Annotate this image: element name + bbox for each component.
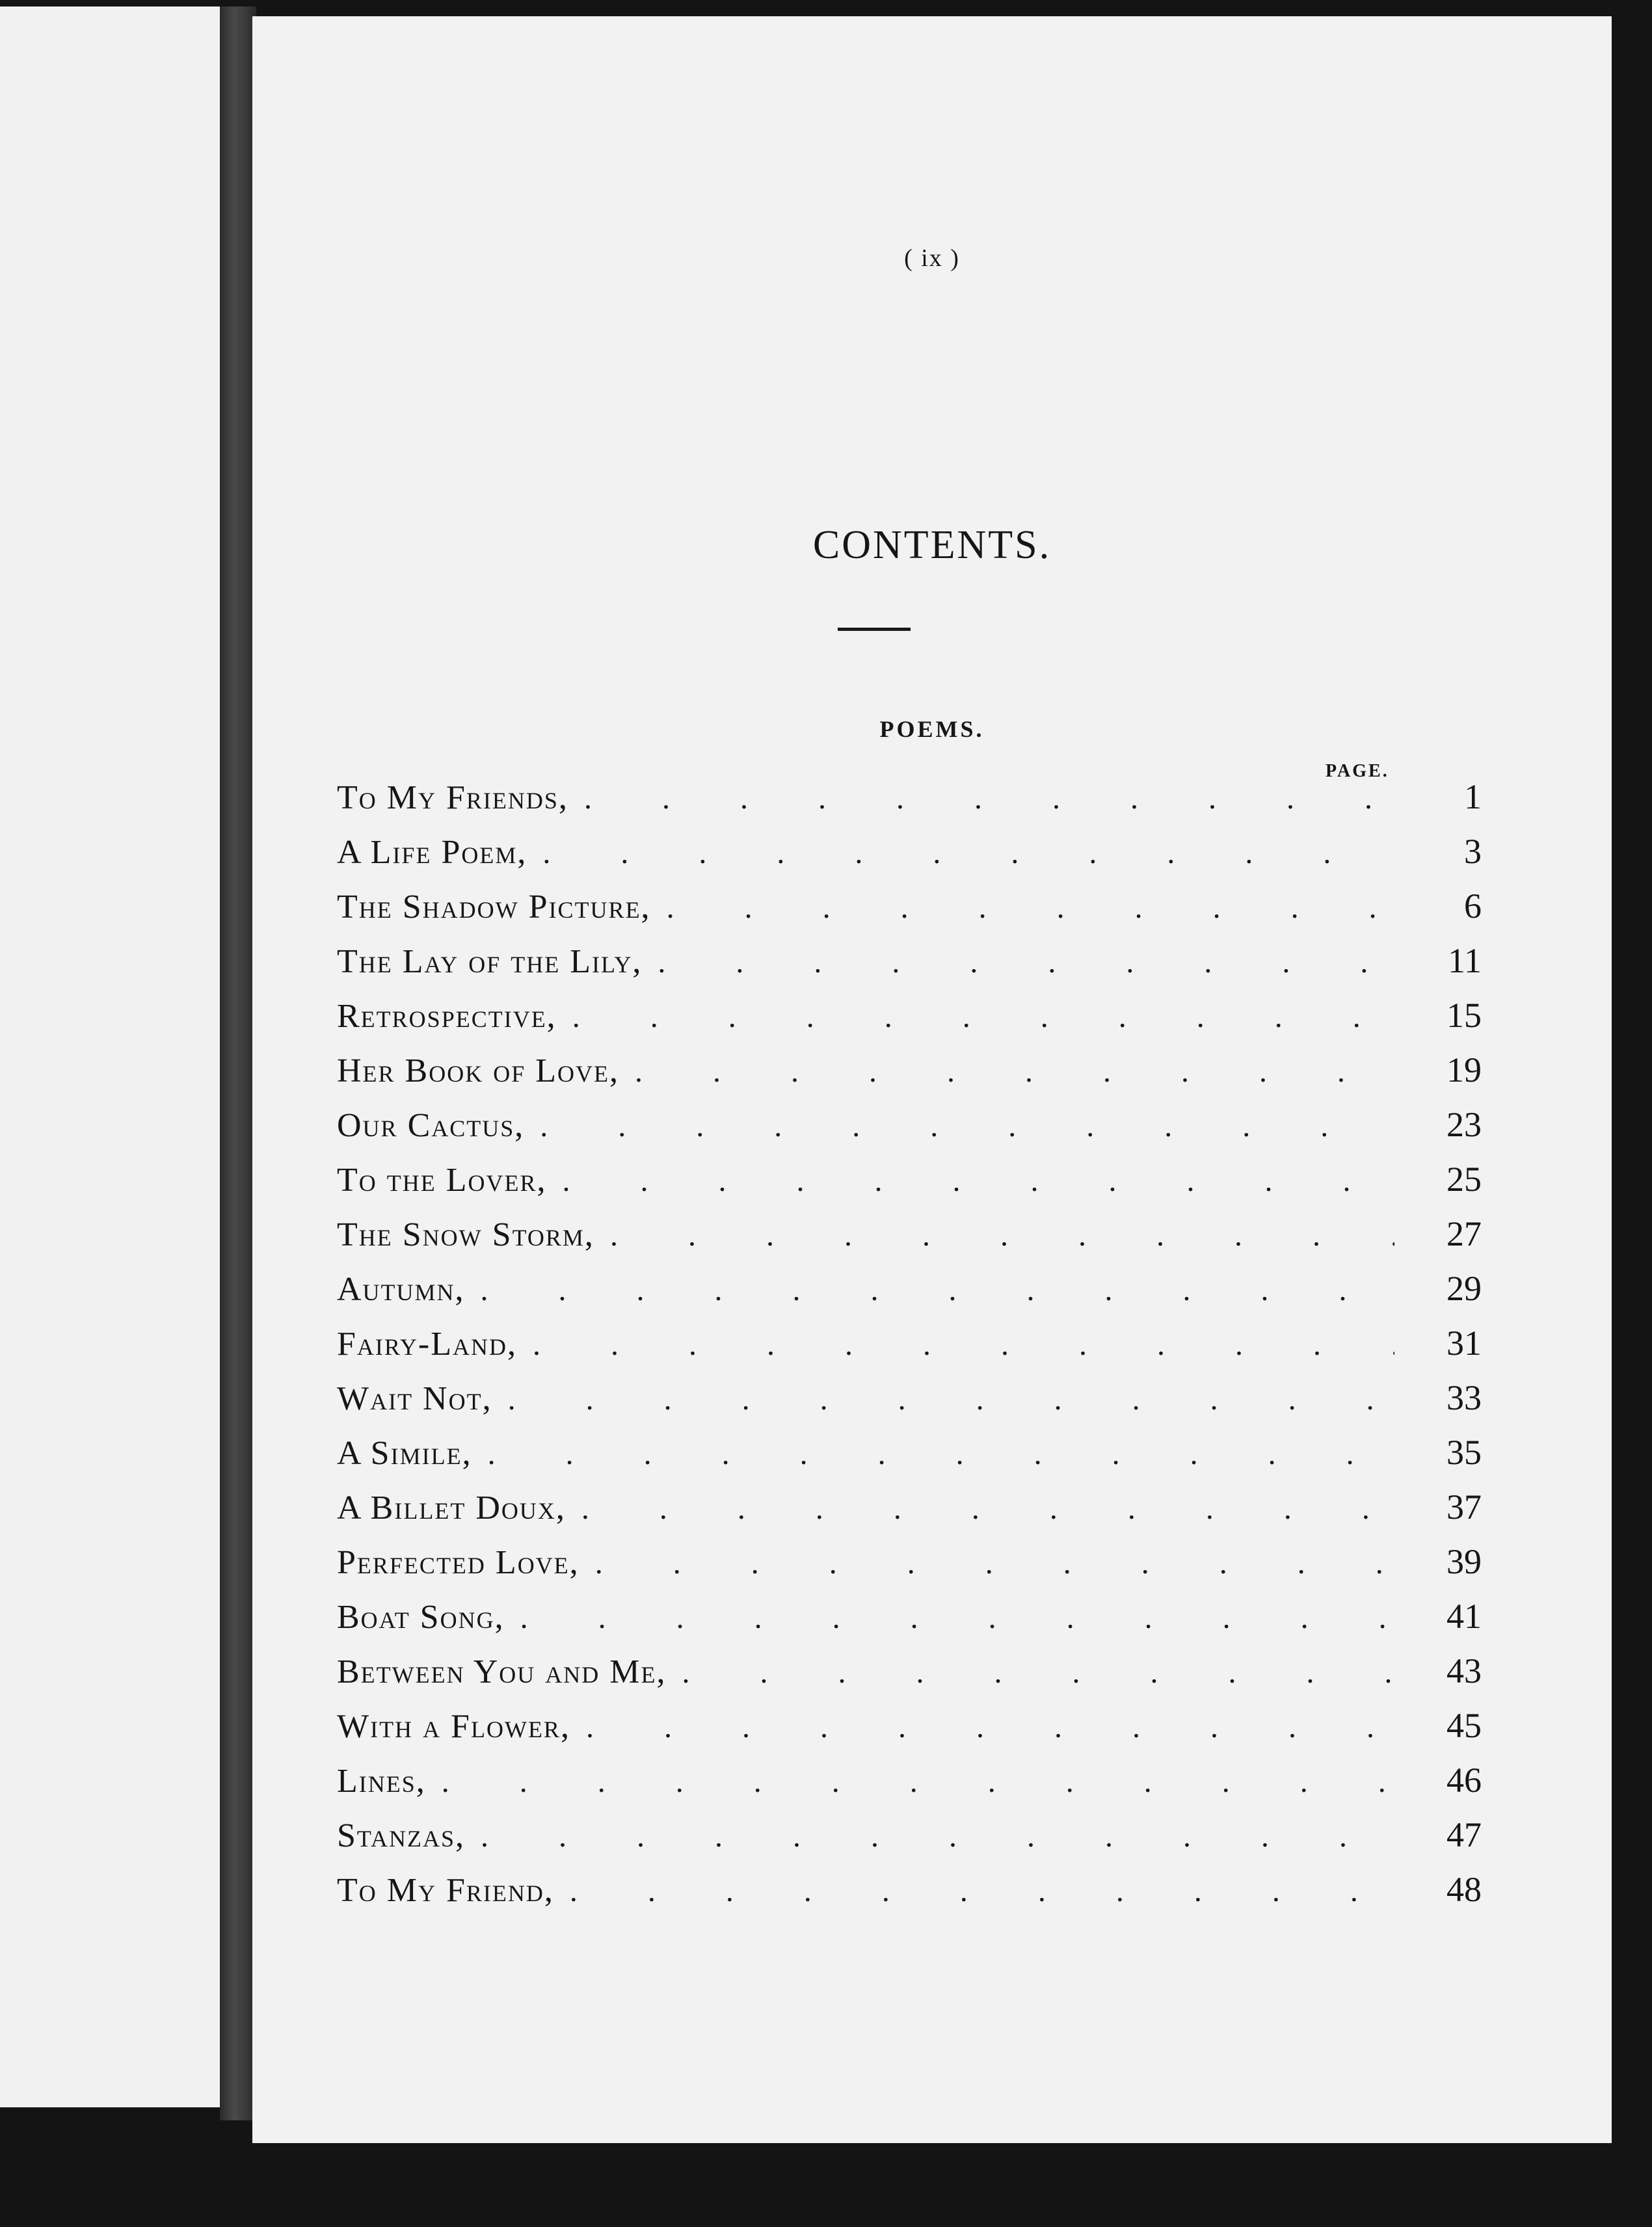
toc-entry-title: The Lay of the Lily, — [337, 943, 643, 980]
toc-entry — [337, 1043, 1482, 1097]
toc-entry-page: 23 — [1446, 1105, 1482, 1144]
dot-leader — [520, 1590, 1394, 1646]
dot-leader — [586, 1700, 1394, 1755]
toc-entry-title: A Billet Doux, — [337, 1489, 566, 1527]
toc-entry-page: 25 — [1446, 1160, 1482, 1199]
toc-entry — [337, 988, 1482, 1043]
toc-entry-page: 43 — [1446, 1651, 1482, 1690]
toc-entry-page: 35 — [1446, 1433, 1482, 1472]
toc-entry — [337, 1753, 1482, 1807]
dot-leader — [488, 1426, 1394, 1482]
toc-entry-title: With a Flower, — [337, 1708, 570, 1745]
toc-entry — [337, 1261, 1482, 1316]
toc-entry-title: To My Friend, — [337, 1872, 554, 1909]
toc-entry — [337, 769, 1482, 824]
toc-entry-title: A Life Poem, — [337, 834, 527, 871]
dot-leader — [572, 989, 1394, 1045]
dot-leader — [481, 1809, 1394, 1864]
toc-entry — [337, 1480, 1482, 1534]
toc-entry — [337, 1316, 1482, 1370]
toc-entry-title: Boat Song, — [337, 1599, 505, 1636]
toc-entry-page: 48 — [1446, 1870, 1482, 1909]
table-of-contents — [337, 751, 1482, 1917]
toc-entry — [337, 933, 1482, 988]
dot-leader — [581, 1481, 1394, 1536]
toc-entry-title: A Simile, — [337, 1435, 472, 1472]
dot-leader — [442, 1754, 1394, 1809]
toc-entry — [337, 1370, 1482, 1425]
toc-entry-title: Lines, — [337, 1763, 426, 1800]
toc-entry — [337, 1589, 1482, 1644]
dot-leader — [540, 1099, 1394, 1154]
toc-entry-title: To the Lover, — [337, 1162, 547, 1199]
book-page — [252, 16, 1612, 2143]
toc-entry-page: 19 — [1446, 1050, 1482, 1089]
toc-entry — [337, 1698, 1482, 1753]
toc-entry — [337, 1097, 1482, 1152]
dot-leader — [508, 1372, 1394, 1427]
toc-entry-page: 6 — [1464, 887, 1482, 926]
dot-leader — [570, 1863, 1394, 1919]
book-gutter — [220, 7, 256, 2120]
toc-entry-page: 39 — [1446, 1542, 1482, 1581]
toc-entry-title: Wait Not, — [337, 1380, 492, 1417]
toc-entry-title: Perfected Love, — [337, 1544, 580, 1581]
toc-entry-title: To My Friends, — [337, 779, 568, 816]
toc-entry-page: 33 — [1446, 1378, 1482, 1417]
toc-entry — [337, 1152, 1482, 1207]
toc-entry-page: 47 — [1446, 1815, 1482, 1854]
dot-leader — [682, 1645, 1394, 1700]
page-title: CONTENTS. — [812, 523, 1052, 567]
toc-entry — [337, 1644, 1482, 1698]
dot-leader — [481, 1262, 1394, 1318]
toc-entry-page: 27 — [1446, 1214, 1482, 1253]
toc-entry-page: 37 — [1446, 1487, 1482, 1527]
facing-page — [0, 7, 226, 2107]
section-heading: POEMS. — [879, 716, 985, 742]
page-column-label: PAGE. — [1326, 761, 1389, 781]
toc-entry-page: 29 — [1446, 1269, 1482, 1308]
toc-entry-page: 31 — [1446, 1324, 1482, 1363]
toc-entry-title: Fairy-Land, — [337, 1326, 518, 1363]
dot-leader — [584, 771, 1394, 826]
toc-entry — [337, 1425, 1482, 1480]
toc-entry-title: The Snow Storm, — [337, 1216, 594, 1253]
toc-entry-title: The Shadow Picture, — [337, 888, 651, 926]
dot-leader — [667, 880, 1394, 935]
dot-leader — [533, 1317, 1394, 1372]
dot-leader — [542, 825, 1394, 881]
title-rule — [838, 628, 911, 631]
toc-entry-title: Stanzas, — [337, 1817, 466, 1854]
toc-entry-page: 1 — [1464, 777, 1482, 816]
toc-entry-page: 41 — [1446, 1597, 1482, 1636]
dot-leader — [635, 1044, 1394, 1099]
toc-entry-title: Between You and Me, — [337, 1653, 667, 1690]
toc-entry-title: Retrospective, — [337, 998, 557, 1035]
toc-entry-page: 45 — [1446, 1706, 1482, 1745]
dot-leader — [610, 1208, 1394, 1263]
toc-entry-title: Autumn, — [337, 1271, 465, 1308]
toc-entry-title: Her Book of Love, — [337, 1052, 620, 1089]
toc-entry — [337, 1862, 1482, 1917]
toc-entry — [337, 879, 1482, 933]
dot-leader — [595, 1536, 1394, 1591]
toc-entry — [337, 1807, 1482, 1862]
dot-leader — [658, 935, 1394, 990]
toc-entry-page: 15 — [1446, 996, 1482, 1035]
dot-leader — [563, 1153, 1394, 1208]
toc-entry — [337, 1534, 1482, 1589]
page-folio: ( ix ) — [904, 245, 960, 272]
toc-entry — [337, 824, 1482, 879]
toc-entry-page: 3 — [1464, 832, 1482, 871]
toc-entry-title: Our Cactus, — [337, 1107, 525, 1144]
toc-entry-page: 46 — [1446, 1761, 1482, 1800]
toc-entry — [337, 1207, 1482, 1261]
toc-entry-page: 11 — [1448, 941, 1482, 980]
